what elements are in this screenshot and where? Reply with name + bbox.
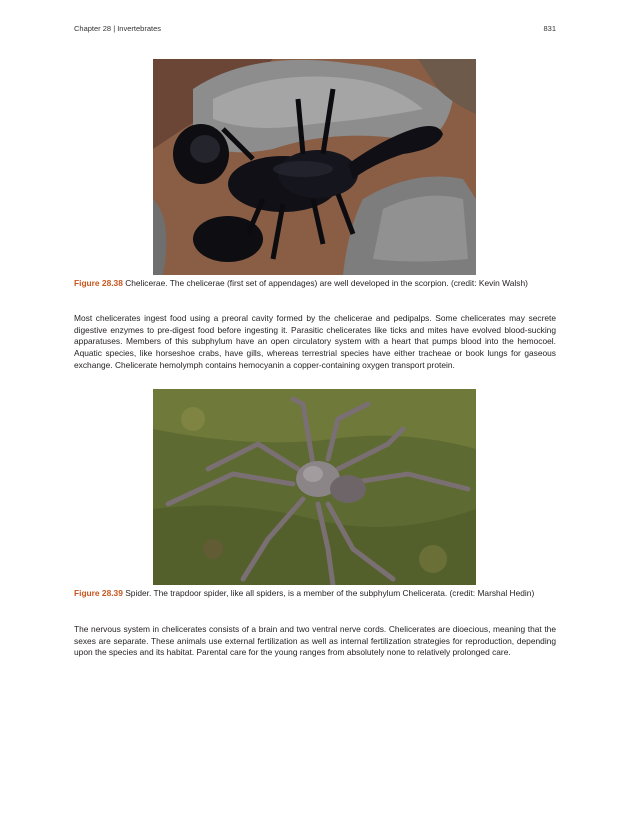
figure-caption-text-2: Spider. The trapdoor spider, like all spiders, is a member of the subphylum Chelicerata. (credit: Marshal Hedin) (122, 588, 535, 598)
chapter-title: Chapter 28 | Invertebrates (74, 24, 161, 33)
figure-caption-1 (74, 278, 556, 289)
figure-caption-2 (74, 588, 556, 599)
figure-caption-text-1: Chelicerae. The chelicerae (first set of appendages) are well developed in the scorpion. (credit: Kevin Walsh) (122, 278, 528, 288)
body-paragraph-1: Most chelicerates ingest food using a preoral cavity formed by the chelicerae and pedipalps. Some chelicerates may secrete digestive enzymes to pre-digest food before ingesting it. Parasitic chelicerates like ticks and mites have evolved blood-sucking apparatuses. Members of this subphylum have an open circulatory system with a heart that pumps blood into the hemocoel. Aquatic species, like horseshoe crabs, have gills, whereas terrestrial species have either tracheae or book lungs for gaseous exchange. Chelicerate hemolymph contains hemocyanin a copper-containing oxygen transport protein. (74, 313, 556, 370)
figure-label-2: Figure 28.39 (74, 588, 123, 598)
page-header (74, 24, 556, 36)
figure-label-1: Figure 28.38 (74, 278, 123, 288)
body-paragraph-2: The nervous system in chelicerates consists of a brain and two ventral nerve cords. Chelicerates are dioecious, meaning that the sexes are separate. These animals use external fertilization as well as internal fertilization strategies for reproduction, depending upon the species and its habitat. Parental care for the young ranges from absolutely none to relatively prolonged care. (74, 624, 556, 658)
page-number: 831 (543, 24, 556, 33)
scorpion-photo (153, 59, 476, 275)
spider-photo (153, 389, 476, 585)
